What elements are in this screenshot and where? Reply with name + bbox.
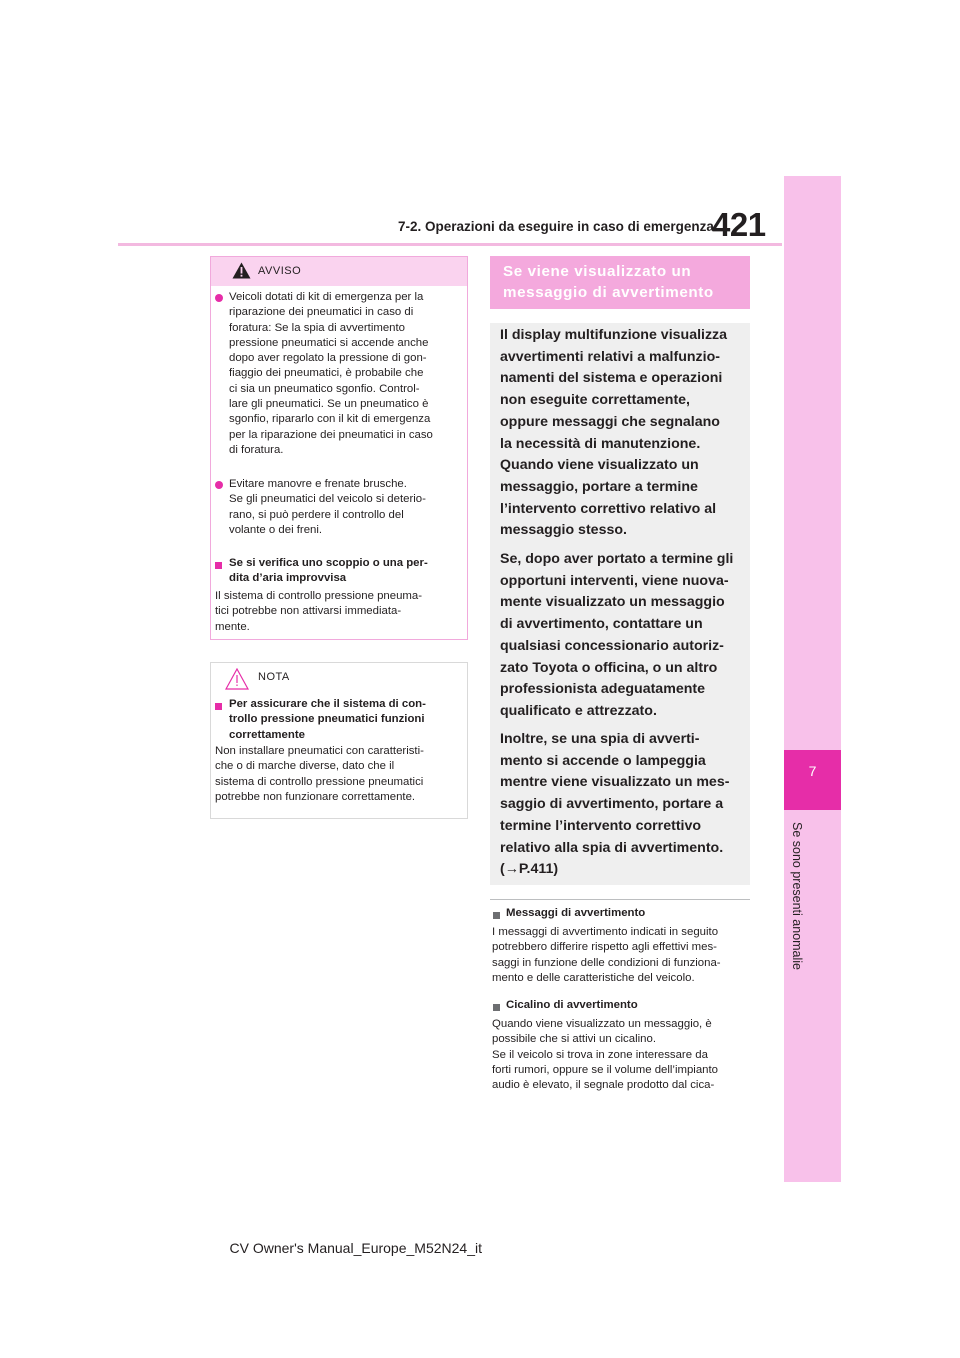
text-line: Non installare pneumatici con caratteristi- (215, 745, 424, 757)
text-line: messaggio, portare a termine (500, 478, 698, 495)
subsection-title-messages: Messaggi di avvertimento (506, 907, 646, 919)
text-line: saggi in funzione delle condizioni di funziona- (492, 956, 721, 969)
intro-paragraph-2 (500, 549, 746, 723)
text-line: qualsiasi concessionario autoriz- (500, 637, 724, 654)
text-line: riparazione dei pneumatici in caso di (229, 306, 414, 319)
header-rule (118, 243, 782, 246)
bullet-icon (215, 294, 223, 302)
warning-bullet-1 (215, 292, 223, 307)
text-line: Se il veicolo si trova in zone interessare da (492, 1048, 708, 1061)
warning-subbody (215, 589, 465, 635)
subsection-body-messages (492, 925, 754, 986)
text-line: audio è elevato, il segnale prodotto dal cica- (492, 1079, 715, 1092)
text-line: pressione pneumatici si accende anche (229, 336, 429, 349)
subsection-title-buzzer: Cicalino di avvertimento (506, 999, 638, 1011)
text-line: tici potrebbe non attivarsi immediata- (215, 605, 402, 618)
chapter-side-tab (784, 176, 841, 1182)
note-subheading (229, 697, 465, 743)
text-line: Il sistema di controllo pressione pneuma- (215, 590, 423, 602)
square-bullet-icon (215, 562, 222, 569)
page-number: 421 (712, 206, 766, 243)
text-line: ci sia un pneumatico sgonfio. Control- (229, 382, 420, 395)
text-line: di avvertimento, contattare un (500, 616, 703, 633)
text-line: Quando viene visualizzato un (500, 457, 699, 474)
text-line: relativo alla spia di avvertimento. (500, 839, 724, 856)
section-heading (503, 261, 748, 303)
sec2-bullet (493, 1001, 500, 1016)
text-line: I messaggi di avvertimento indicati in seguito (492, 926, 719, 938)
note-subhead-bullet (215, 700, 222, 715)
text-line: messaggio stesso. (500, 522, 627, 539)
text-line: zato Toyota o officina, o un altro (500, 659, 718, 676)
intro-paragraph-1 (500, 325, 746, 542)
text-line: mentre viene visualizzato un mes- (500, 774, 730, 791)
text-line: Veicoli dotati di kit di emergenza per la (229, 291, 424, 303)
text-line: avvertimenti relativi a malfunzio- (500, 348, 720, 365)
text-line: correttamente (229, 728, 305, 741)
text-line: foratura: Se la spia di avvertimento (229, 321, 406, 334)
sec1-bullet (493, 909, 500, 924)
text-line: potrebbero differire rispetto agli effettivi mes- (492, 941, 717, 954)
text-line: dopo aver regolato la pressione di gon- (229, 352, 427, 365)
caution-triangle-icon (225, 668, 249, 690)
footer-doc-id: CV Owner's Manual_Europe_M52N24_it (229, 1240, 482, 1256)
warning-triangle-icon (232, 262, 251, 279)
chapter-label: Se sono presenti anomalie (790, 822, 804, 971)
note-title: NOTA (258, 671, 290, 683)
warning-subhead-bullet (215, 559, 222, 574)
text-line: l’intervento correttivo relativo al (500, 500, 717, 517)
text-line: trollo pressione pneumatici funzioni (229, 713, 425, 726)
text-line: sgonfio, ripararlo con il kit di emergenza (229, 413, 431, 426)
text-line: mente. (215, 620, 250, 633)
text-line: possibile che si attivi un cicalino. (492, 1033, 656, 1046)
text-line: professionista adeguatamente (500, 681, 705, 698)
square-bullet-icon (493, 1004, 500, 1011)
text-line: rano, si può perdere il controllo del (229, 508, 404, 521)
text-line: non eseguite correttamente, (500, 392, 691, 409)
section-title: 7-2. Operazioni da eseguire in caso di emergenza (398, 219, 714, 234)
text-line: la necessità di manutenzione. (500, 435, 701, 452)
page-reference: (→P.411) (500, 861, 559, 878)
text-line: messaggio di avvertimento (503, 284, 714, 301)
note-body (215, 744, 465, 805)
text-line: per la riparazione dei pneumatici in caso (229, 428, 433, 441)
text-line: Inoltre, se una spia di avverti- (500, 731, 700, 747)
warning-title: AVVISO (258, 265, 302, 277)
text-line: Se viene visualizzato un (503, 263, 692, 280)
text-line: Se gli pneumatici del veicolo si deterio- (229, 493, 426, 506)
text-line: opportuni interventi, viene nuova- (500, 572, 729, 589)
text-line: Se, dopo aver portato a termine gli (500, 551, 734, 567)
text-line: Evitare manovre e frenate brusche. (229, 478, 407, 490)
text-line: Quando viene visualizzato un messaggio, è (492, 1018, 712, 1030)
warning-item-1 (229, 290, 465, 458)
text-line: qualificato e attrezzato. (500, 702, 657, 719)
divider (490, 899, 750, 900)
chapter-tab-marker (784, 750, 841, 810)
text-line: mento e delle caratteristiche del veicolo. (492, 971, 695, 984)
text-line: forti rumori, oppure se il volume dell’impianto (492, 1063, 719, 1076)
text-line: mente visualizzato un messaggio (500, 594, 725, 611)
warning-bullet-2 (215, 479, 223, 494)
text-line: Il display multifunzione visualizza (500, 327, 728, 343)
subsection-body-buzzer (492, 1017, 754, 1093)
text-line: fiaggio dei pneumatici, è probabile che (229, 367, 424, 380)
text-line: lare gli pneumatici. Se un pneumatico è (229, 398, 429, 411)
text-line: termine l’intervento correttivo (500, 817, 702, 834)
text-line: namenti del sistema e operazioni (500, 370, 723, 387)
warning-subheading (229, 556, 465, 587)
text-line: mento si accende o lampeggia (500, 752, 706, 769)
text-line: saggio di avvertimento, portare a (500, 796, 724, 813)
bullet-icon (215, 481, 223, 489)
text-line: che o di marche diverse, dato che il (215, 760, 395, 773)
text-line: di foratura. (229, 443, 284, 456)
square-bullet-icon (215, 703, 222, 710)
intro-paragraph-3 (500, 729, 746, 881)
text-line: dita d’aria improvvisa (229, 572, 347, 585)
text-line: oppure messaggi che segnalano (500, 413, 720, 430)
text-line: sistema di controllo pressione pneumatici (215, 775, 424, 788)
text-line: Per assicurare che il sistema di con- (229, 698, 426, 710)
warning-item-2 (229, 477, 465, 538)
text-line: potrebbe non funzionare correttamente. (215, 790, 416, 803)
chapter-number: 7 (808, 763, 817, 779)
text-line: volante o dei freni. (229, 523, 323, 536)
text-line: Se si verifica uno scoppio o una per- (229, 557, 428, 569)
square-bullet-icon (493, 912, 500, 919)
